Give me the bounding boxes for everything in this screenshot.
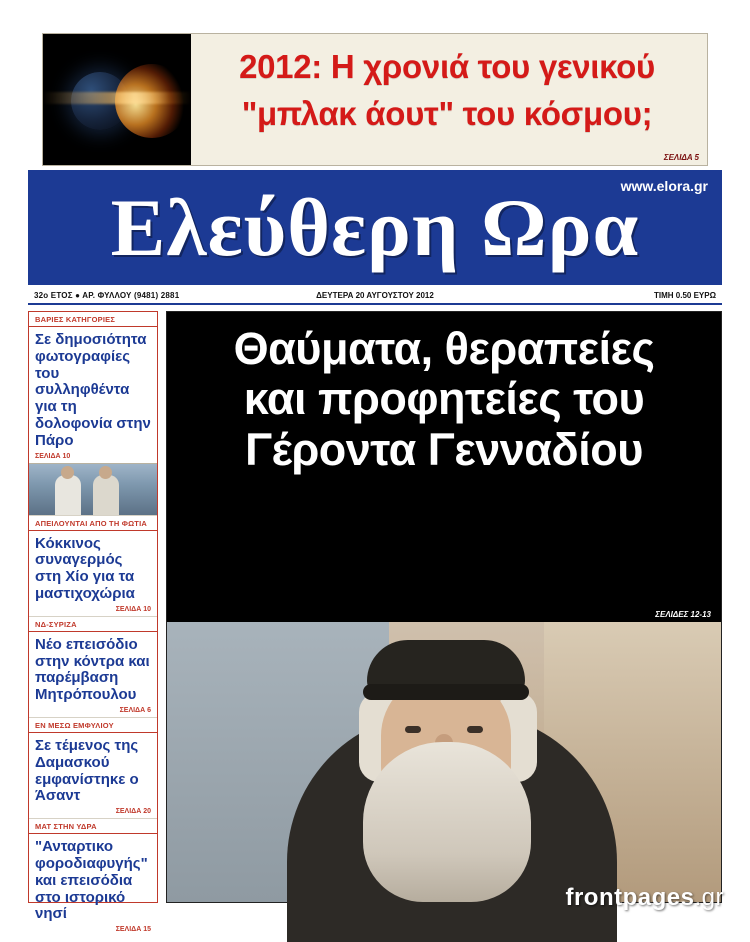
lead-headline-line-2: και προφητείες του [243,373,645,425]
issue-number: 32ο ΕΤΟΣ ● ΑΡ. ΦΥΛΛΟΥ (9481) 2881 [34,291,180,300]
earth-eclipse-image [43,34,191,165]
watermark-text: frontpages [565,884,695,911]
top-banner-line-2: "μπλακ άουτ" του κόσμου; [241,94,653,132]
sidebar-stories [28,311,158,934]
sidebar-page-ref-4: ΣΕΛΙΔΑ 15 [115,926,151,934]
sidebar-headline-1: Κόκκινος συναγερμός στη Χίο για τα μαστιχοχώρια [35,534,135,602]
sidebar-kicker-3: ΕΝ ΜΕΣΩ ΕΜΦΥΛΙΟΥ [29,718,157,733]
top-banner-page-ref: ΣΕΛΙΔΑ 5 [663,153,699,162]
sidebar-item-2[interactable] [29,617,157,718]
monk-hat-brim-shape [363,684,529,700]
photo-head-2 [99,466,112,479]
photo-figure-2 [93,475,119,515]
sidebar-kicker-2: ΝΔ-ΣΥΡΙΖΑ [29,617,157,632]
sidebar-page-ref-1: ΣΕΛΙΔΑ 10 [115,605,151,613]
top-banner-text [191,34,707,165]
sidebar-page-ref-2: ΣΕΛΙΔΑ 6 [119,706,151,714]
sidebar-item-4[interactable] [29,819,157,936]
issue-date: ΔΕΥΤΕΡΑ 20 ΑΥΓΟΥΣΤΟΥ 2012 [316,291,434,300]
top-banner[interactable] [42,33,708,166]
sidebar-photo-0 [29,463,157,515]
lead-headline-line-1: Θαύματα, θεραπείες [233,323,655,374]
sidebar-headline-3: Σε τέμενος της Δαμασκού εμφανίστηκε ο Άσαντ [35,736,139,805]
light-streak-shape [43,92,191,104]
sidebar-kicker-4: ΜΑΤ ΣΤΗΝ ΥΔΡΑ [29,819,157,834]
infobar-divider [28,303,722,305]
sidebar-page-ref-0: ΣΕΛΙΔΑ 10 [35,452,71,460]
lead-headline-line-3: Γέροντα Γενναδίου [245,423,643,475]
issue-price: ΤΙΜΗ 0.50 ΕΥΡΩ [654,291,716,300]
lead-story[interactable] [166,311,722,903]
eye-right-shape [467,726,483,733]
beard-shape [363,742,531,902]
eye-left-shape [405,726,421,733]
sidebar-kicker-1: ΑΠΕΙΛΟΥΝΤΑΙ ΑΠΟ ΤΗ ΦΩΤΙΑ [29,516,157,531]
website-url[interactable]: www.elora.gr [620,178,708,194]
sidebar-item-0[interactable] [29,312,157,516]
sidebar-page-ref-3: ΣΕΛΙΔΑ 20 [115,808,151,816]
photo-head-1 [61,466,74,479]
sidebar-kicker-0: ΒΑΡΙΕΣ ΚΑΤΗΓΟΡΙΕΣ [29,312,157,327]
sidebar-item-1[interactable] [29,516,157,617]
lead-page-ref: ΣΕΛΙΔΕΣ 12-13 [655,610,711,619]
masthead [28,170,722,285]
top-banner-line-1: 2012: Η χρονιά του γενικού [239,48,655,85]
newspaper-title: Ελεύθερη Ωρα [110,182,640,273]
elderly-monk-portrait [167,622,721,902]
sidebar-item-3[interactable] [29,718,157,819]
photo-figure-1 [55,475,81,515]
sidebar-headline-2: Νέο επεισόδιο στην κόντρα και παρέμβαση Μητρόπουλου [35,635,150,704]
watermark [565,884,724,912]
sidebar-headline-4: "Ανταρτικο φοροδιαφυγής" και επεισόδια στο ιστορικό νησί [35,838,148,923]
lead-headline-block [167,312,721,622]
watermark-suffix: .gr [694,884,724,911]
issue-info-bar [28,289,722,305]
sidebar-headline-0: Σε δημοσιότητα φωτογραφίες του συλληφθέντα για τη δολοφονία στην Πάρο [35,331,151,449]
